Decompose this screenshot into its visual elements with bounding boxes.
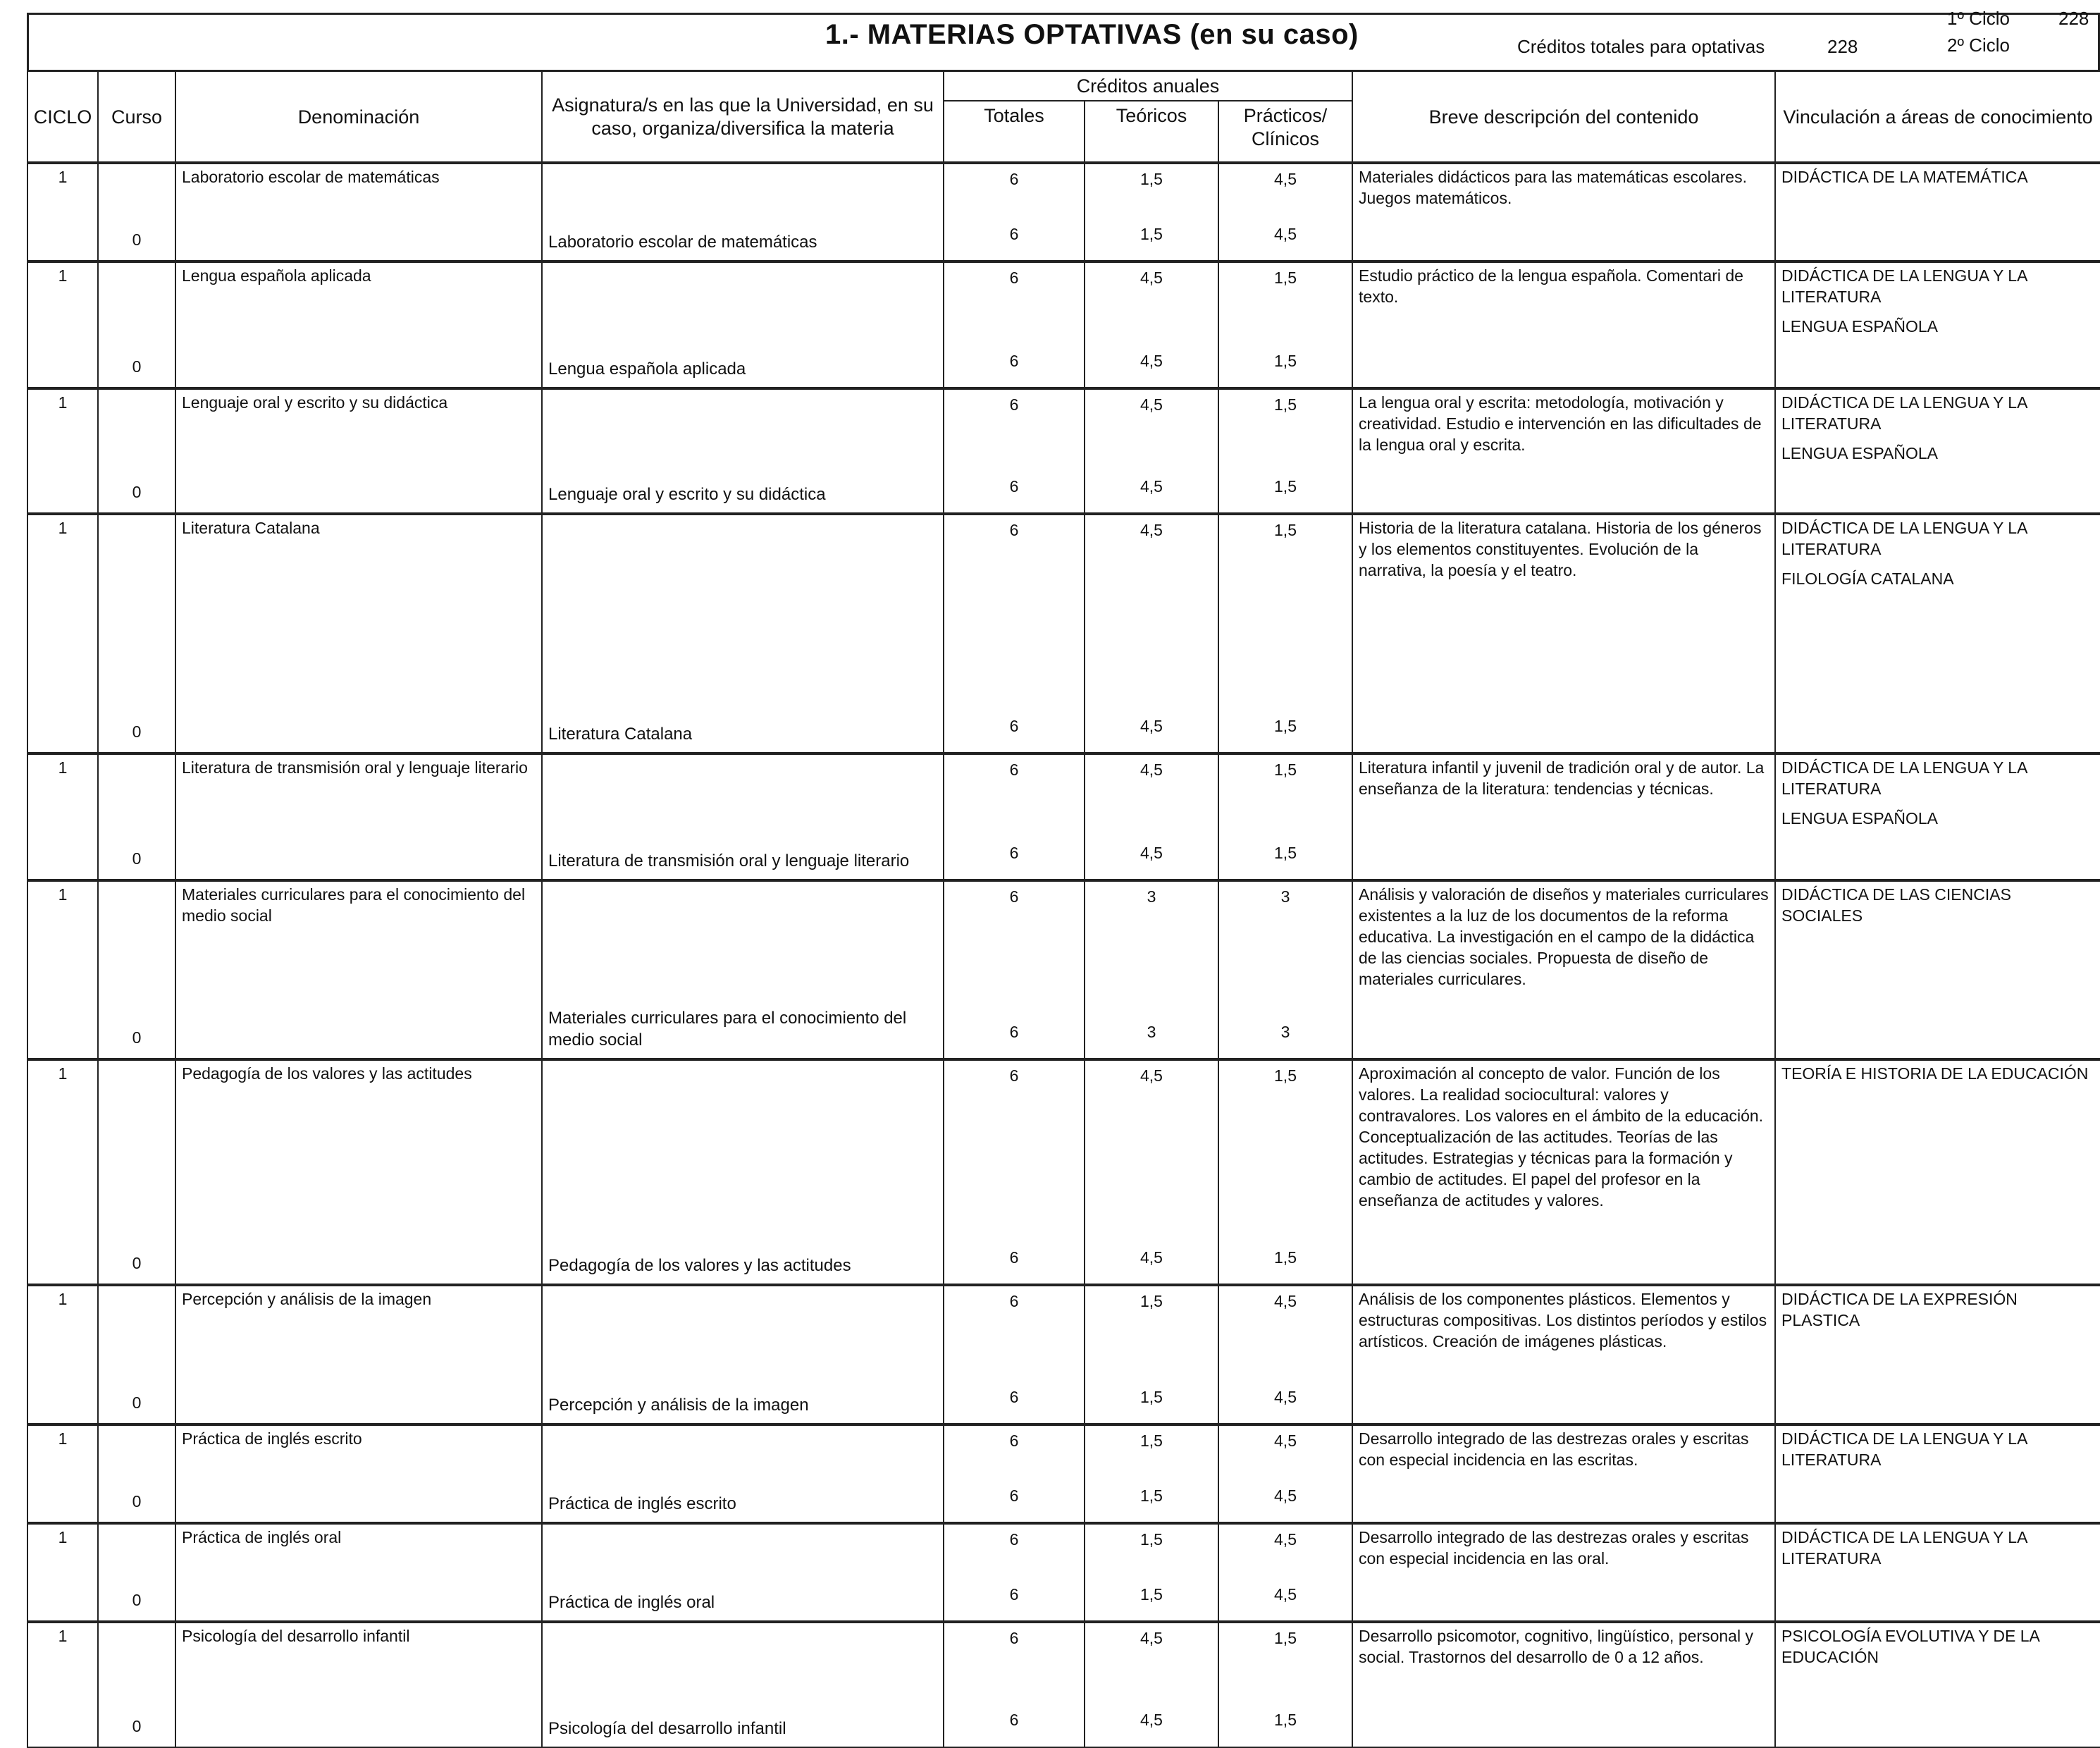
cell-curso (98, 1622, 175, 1747)
cell-denominacion (175, 261, 542, 388)
value-totales2: 6 (1009, 1711, 1019, 1730)
cell-asignatura (542, 880, 944, 1059)
cell-ciclo (27, 388, 98, 514)
cell-asignatura (542, 514, 944, 753)
cell-practicos (1218, 388, 1352, 514)
area-item: FILOLOGÍA CATALANA (1781, 570, 1954, 589)
ciclo1-label: 1º Ciclo (1947, 8, 2010, 29)
cell-ciclo (27, 1622, 98, 1747)
value-denominacion: Literatura Catalana (182, 519, 320, 538)
value-descripcion: Desarrollo integrado de las destrezas orales y escritas con especial incidencia en las escritas. (1359, 1429, 1749, 1470)
value-teoricos: 4,5 (1140, 521, 1163, 540)
cell-curso (98, 753, 175, 880)
cell-descripcion (1352, 261, 1775, 388)
area-item: PSICOLOGÍA EVOLUTIVA Y DE LA EDUCACIÓN (1781, 1627, 2039, 1667)
value-denominacion: Lenguaje oral y escrito y su didáctica (182, 393, 448, 412)
cell-vinculacion (1775, 753, 2100, 880)
area-item: DIDÁCTICA DE LA LENGUA Y LA LITERATURA (1781, 758, 2027, 799)
table-row (27, 388, 2100, 514)
value-practicos: 1,5 (1274, 761, 1297, 780)
value-curso: 0 (132, 357, 142, 376)
value-asignatura: Literatura Catalana (548, 725, 693, 744)
cell-totales (944, 1424, 1085, 1523)
cell-totales (944, 388, 1085, 514)
cell-denominacion (175, 1424, 542, 1523)
value-practicos: 1,5 (1274, 395, 1297, 414)
cell-curso (98, 1424, 175, 1523)
cell-asignatura (542, 163, 944, 261)
cell-descripcion (1352, 1523, 1775, 1622)
value-descripcion: Análisis de los componentes plásticos. Elementos y estructuras compositivas. Los distintos períodos y estilos artísticos. Creación de imágenes plásticas. (1359, 1290, 1767, 1351)
value-teoricos2: 1,5 (1140, 1487, 1163, 1506)
value-totales2: 6 (1009, 1388, 1019, 1407)
value-descripcion: La lengua oral y escrita: metodología, motivación y creatividad. Estudio e intervención en las dificultades de la lengua oral y escrita. (1359, 393, 1762, 455)
area-item: DIDÁCTICA DE LAS CIENCIAS SOCIALES (1781, 885, 2011, 925)
cell-practicos (1218, 1523, 1352, 1622)
value-practicos: 1,5 (1274, 1629, 1297, 1648)
value-curso: 0 (132, 1590, 142, 1609)
value-totales2: 6 (1009, 352, 1019, 371)
table-row (27, 514, 2100, 753)
value-practicos: 1,5 (1274, 1066, 1297, 1085)
cell-ciclo (27, 1424, 98, 1523)
value-curso: 0 (132, 230, 142, 249)
table-row (27, 1424, 2100, 1523)
value-denominacion: Laboratorio escolar de matemáticas (182, 168, 440, 187)
cell-asignatura (542, 261, 944, 388)
section-header (27, 8, 2100, 72)
table-row (27, 1059, 2100, 1285)
cell-curso (98, 388, 175, 514)
value-practicos2: 1,5 (1274, 844, 1297, 863)
optativas-table (27, 70, 2100, 1748)
value-curso: 0 (132, 1491, 142, 1510)
value-descripcion: Aproximación al concepto de valor. Función de los valores. La realidad sociocultural: valores y contravalores. Los valores en el ámbito de la educación. Conceptualización de las actitudes. Teorías de las actitudes. Estrategias y técnicas para la formación y cambio de actitudes. El papel del profesor en la enseñanza de actitudes y valores. (1359, 1064, 1764, 1210)
ciclo1-value: 228 (2058, 8, 2089, 29)
cell-teoricos (1085, 261, 1218, 388)
value-teoricos2: 1,5 (1140, 225, 1163, 244)
value-totales2: 6 (1009, 225, 1019, 244)
cell-ciclo (27, 1285, 98, 1424)
value-curso: 0 (132, 849, 142, 868)
value-teoricos: 4,5 (1140, 269, 1163, 288)
value-practicos2: 4,5 (1274, 1388, 1297, 1407)
cell-descripcion (1352, 163, 1775, 261)
cell-teoricos (1085, 880, 1218, 1059)
cell-totales (944, 261, 1085, 388)
cell-descripcion (1352, 880, 1775, 1059)
value-totales: 6 (1009, 1629, 1019, 1648)
area-item: DIDÁCTICA DE LA LENGUA Y LA LITERATURA (1781, 1429, 2027, 1470)
value-totales2: 6 (1009, 1585, 1019, 1604)
cell-teoricos (1085, 1424, 1218, 1523)
value-asignatura: Laboratorio escolar de matemáticas (548, 233, 817, 252)
value-practicos: 3 (1280, 887, 1290, 906)
cell-denominacion (175, 388, 542, 514)
value-practicos2: 4,5 (1274, 1585, 1297, 1604)
cell-teoricos (1085, 753, 1218, 880)
table-row (27, 1622, 2100, 1747)
cell-denominacion (175, 514, 542, 753)
value-ciclo: 1 (58, 1627, 68, 1646)
value-teoricos: 4,5 (1140, 1066, 1163, 1085)
value-ciclo: 1 (58, 393, 68, 412)
value-totales: 6 (1009, 1292, 1019, 1311)
cell-vinculacion (1775, 514, 2100, 753)
value-teoricos2: 4,5 (1140, 352, 1163, 371)
value-teoricos: 1,5 (1140, 170, 1163, 189)
value-totales: 6 (1009, 761, 1019, 780)
cell-practicos (1218, 753, 1352, 880)
value-teoricos2: 4,5 (1140, 1711, 1163, 1730)
value-teoricos2: 4,5 (1140, 477, 1163, 496)
col-totales: Totales (944, 101, 1085, 163)
value-ciclo: 1 (58, 168, 68, 187)
value-denominacion: Lengua española aplicada (182, 266, 371, 285)
cell-practicos (1218, 514, 1352, 753)
cell-curso (98, 261, 175, 388)
value-asignatura: Pedagogía de los valores y las actitudes (548, 1256, 851, 1276)
table-row (27, 1523, 2100, 1622)
cell-asignatura (542, 1424, 944, 1523)
value-curso: 0 (132, 1393, 142, 1412)
cell-totales (944, 1523, 1085, 1622)
area-item: LENGUA ESPAÑOLA (1781, 317, 1939, 336)
cell-descripcion (1352, 388, 1775, 514)
value-ciclo: 1 (58, 885, 68, 904)
area-item: DIDÁCTICA DE LA EXPRESIÓN PLASTICA (1781, 1290, 2018, 1330)
cell-curso (98, 1059, 175, 1285)
value-totales: 6 (1009, 887, 1019, 906)
value-practicos: 4,5 (1274, 1292, 1297, 1311)
col-teoricos: Teóricos (1085, 101, 1218, 163)
cell-denominacion (175, 1523, 542, 1622)
cell-curso (98, 1523, 175, 1622)
value-curso: 0 (132, 482, 142, 501)
col-curso: Curso (98, 71, 175, 163)
area-item: DIDÁCTICA DE LA LENGUA Y LA LITERATURA (1781, 1528, 2027, 1568)
value-denominacion: Materiales curriculares para el conocimiento del medio social (182, 885, 526, 925)
value-curso: 0 (132, 1253, 142, 1272)
value-totales2: 6 (1009, 477, 1019, 496)
value-asignatura: Práctica de inglés oral (548, 1593, 715, 1613)
cell-totales (944, 1059, 1085, 1285)
value-teoricos2: 3 (1147, 1023, 1156, 1042)
value-descripcion: Estudio práctico de la lengua española. Comentari de texto. (1359, 266, 1743, 307)
value-denominacion: Práctica de inglés escrito (182, 1429, 362, 1448)
value-ciclo: 1 (58, 1290, 68, 1309)
value-denominacion: Literatura de transmisión oral y lenguaje literario (182, 758, 528, 777)
cell-ciclo (27, 1059, 98, 1285)
cell-vinculacion (1775, 1424, 2100, 1523)
value-teoricos: 3 (1147, 887, 1156, 906)
col-vinculacion: Vinculación a áreas de conocimiento (1775, 71, 2100, 163)
col-denominacion: Denominación (175, 71, 542, 163)
cell-descripcion (1352, 514, 1775, 753)
value-curso: 0 (132, 1028, 142, 1047)
value-teoricos2: 1,5 (1140, 1585, 1163, 1604)
cell-ciclo (27, 753, 98, 880)
cell-denominacion (175, 1285, 542, 1424)
col-descripcion: Breve descripción del contenido (1352, 71, 1775, 163)
cell-teoricos (1085, 1622, 1218, 1747)
area-item: DIDÁCTICA DE LA MATEMÁTICA (1781, 168, 2028, 187)
cell-asignatura (542, 753, 944, 880)
cell-teoricos (1085, 514, 1218, 753)
cell-totales (944, 1622, 1085, 1747)
cell-practicos (1218, 1424, 1352, 1523)
cell-teoricos (1085, 1059, 1218, 1285)
value-teoricos2: 1,5 (1140, 1388, 1163, 1407)
value-asignatura: Psicología del desarrollo infantil (548, 1719, 786, 1739)
cell-vinculacion (1775, 163, 2100, 261)
ciclo2-label: 2º Ciclo (1947, 35, 2010, 56)
cell-denominacion (175, 1059, 542, 1285)
value-ciclo: 1 (58, 519, 68, 538)
cell-asignatura (542, 1523, 944, 1622)
value-totales: 6 (1009, 1432, 1019, 1451)
cell-totales (944, 514, 1085, 753)
value-totales: 6 (1009, 170, 1019, 189)
cell-descripcion (1352, 1424, 1775, 1523)
value-practicos2: 1,5 (1274, 1248, 1297, 1267)
cell-practicos (1218, 1285, 1352, 1424)
value-ciclo: 1 (58, 266, 68, 285)
value-teoricos2: 4,5 (1140, 1248, 1163, 1267)
value-descripcion: Desarrollo integrado de las destrezas orales y escritas con especial incidencia en las oral. (1359, 1528, 1749, 1568)
cell-ciclo (27, 1523, 98, 1622)
cell-descripcion (1352, 1622, 1775, 1747)
value-curso: 0 (132, 1716, 142, 1735)
value-practicos2: 1,5 (1274, 477, 1297, 496)
value-totales2: 6 (1009, 1487, 1019, 1506)
value-totales: 6 (1009, 521, 1019, 540)
value-descripcion: Desarrollo psicomotor, cognitivo, lingüístico, personal y social. Trastornos del desarrollo de 0 a 12 años. (1359, 1627, 1753, 1667)
cell-asignatura (542, 1622, 944, 1747)
cell-practicos (1218, 163, 1352, 261)
value-practicos: 1,5 (1274, 269, 1297, 288)
value-ciclo: 1 (58, 1064, 68, 1083)
cell-vinculacion (1775, 1059, 2100, 1285)
cell-practicos (1218, 261, 1352, 388)
area-item: LENGUA ESPAÑOLA (1781, 444, 1939, 463)
area-item: DIDÁCTICA DE LA LENGUA Y LA LITERATURA (1781, 393, 2027, 433)
cell-totales (944, 880, 1085, 1059)
value-teoricos2: 4,5 (1140, 844, 1163, 863)
col-ciclo: CICLO (27, 71, 98, 163)
cell-denominacion (175, 880, 542, 1059)
cell-vinculacion (1775, 388, 2100, 514)
cell-asignatura (542, 1285, 944, 1424)
cell-vinculacion (1775, 261, 2100, 388)
cell-totales (944, 1285, 1085, 1424)
cell-teoricos (1085, 163, 1218, 261)
value-practicos2: 4,5 (1274, 225, 1297, 244)
value-totales2: 6 (1009, 844, 1019, 863)
value-practicos: 1,5 (1274, 521, 1297, 540)
col-creditos-anuales: Créditos anuales (944, 71, 1352, 101)
cell-descripcion (1352, 1285, 1775, 1424)
value-asignatura: Materiales curriculares para el conocimiento del medio social (548, 1009, 907, 1050)
cell-vinculacion (1775, 880, 2100, 1059)
table-row (27, 163, 2100, 261)
value-ciclo: 1 (58, 758, 68, 777)
value-totales: 6 (1009, 1530, 1019, 1549)
cell-curso (98, 163, 175, 261)
cell-ciclo (27, 880, 98, 1059)
value-practicos2: 1,5 (1274, 717, 1297, 736)
cell-denominacion (175, 163, 542, 261)
table-row (27, 261, 2100, 388)
area-item: LENGUA ESPAÑOLA (1781, 809, 1939, 828)
value-asignatura: Lenguaje oral y escrito y su didáctica (548, 485, 826, 505)
table-row (27, 753, 2100, 880)
value-denominacion: Práctica de inglés oral (182, 1528, 342, 1547)
value-practicos2: 4,5 (1274, 1487, 1297, 1506)
col-asignaturas: Asignatura/s en las que la Universidad, en su caso, organiza/diversifica la materia (542, 71, 944, 163)
table-row (27, 1285, 2100, 1424)
area-item: TEORÍA E HISTORIA DE LA EDUCACIÓN (1781, 1064, 2089, 1083)
col-practicos: Prácticos/ Clínicos (1218, 101, 1352, 163)
cell-teoricos (1085, 1523, 1218, 1622)
area-item: DIDÁCTICA DE LA LENGUA Y LA LITERATURA (1781, 519, 2027, 559)
cell-asignatura (542, 388, 944, 514)
value-denominacion: Psicología del desarrollo infantil (182, 1627, 410, 1646)
value-totales: 6 (1009, 269, 1019, 288)
value-practicos: 4,5 (1274, 1530, 1297, 1549)
value-totales2: 6 (1009, 1248, 1019, 1267)
value-teoricos: 4,5 (1140, 395, 1163, 414)
value-descripcion: Literatura infantil y juvenil de tradición oral y de autor. La enseñanza de la literatura: tendencias y técnicas. (1359, 758, 1765, 799)
value-practicos2: 1,5 (1274, 1711, 1297, 1730)
credits-total-value: 228 (1827, 36, 1858, 57)
value-teoricos: 1,5 (1140, 1530, 1163, 1549)
value-denominacion: Percepción y análisis de la imagen (182, 1290, 432, 1309)
cell-descripcion (1352, 1059, 1775, 1285)
value-totales: 6 (1009, 1066, 1019, 1085)
cell-teoricos (1085, 388, 1218, 514)
value-teoricos2: 4,5 (1140, 717, 1163, 736)
table-row (27, 880, 2100, 1059)
table-body (27, 163, 2100, 1747)
value-teoricos: 1,5 (1140, 1432, 1163, 1451)
value-teoricos: 4,5 (1140, 761, 1163, 780)
cell-ciclo (27, 514, 98, 753)
value-asignatura: Literatura de transmisión oral y lenguaje literario (548, 851, 910, 871)
area-item: DIDÁCTICA DE LA LENGUA Y LA LITERATURA (1781, 266, 2027, 307)
value-totales: 6 (1009, 395, 1019, 414)
value-practicos: 4,5 (1274, 1432, 1297, 1451)
cell-vinculacion (1775, 1622, 2100, 1747)
cell-denominacion (175, 753, 542, 880)
value-teoricos: 4,5 (1140, 1629, 1163, 1648)
cell-curso (98, 880, 175, 1059)
cell-vinculacion (1775, 1523, 2100, 1622)
cell-practicos (1218, 880, 1352, 1059)
cell-totales (944, 163, 1085, 261)
value-descripcion: Materiales didácticos para las matemáticas escolares. Juegos matemáticos. (1359, 168, 1747, 208)
value-teoricos: 1,5 (1140, 1292, 1163, 1311)
value-curso: 0 (132, 722, 142, 741)
cell-descripcion (1352, 753, 1775, 880)
cell-denominacion (175, 1622, 542, 1747)
cell-practicos (1218, 1622, 1352, 1747)
value-descripcion: Análisis y valoración de diseños y materiales curriculares existentes a la luz de los documentos de la reforma educativa. La investigación en el campo de la didáctica de las ciencias sociales. Propuesta de diseño de materiales curriculares. (1359, 885, 1769, 988)
cell-curso (98, 514, 175, 753)
section-title: 1.- MATERIAS OPTATIVAS (en su caso) (825, 19, 1359, 50)
cell-practicos (1218, 1059, 1352, 1285)
cell-ciclo (27, 261, 98, 388)
value-denominacion: Pedagogía de los valores y las actitudes (182, 1064, 472, 1083)
value-asignatura: Percepción y análisis de la imagen (548, 1396, 809, 1415)
value-practicos: 4,5 (1274, 170, 1297, 189)
value-totales2: 6 (1009, 1023, 1019, 1042)
value-ciclo: 1 (58, 1429, 68, 1448)
value-practicos2: 3 (1280, 1023, 1290, 1042)
cell-ciclo (27, 163, 98, 261)
value-asignatura: Lengua española aplicada (548, 359, 746, 379)
credits-total-label: Créditos totales para optativas (1517, 36, 1765, 57)
value-totales2: 6 (1009, 717, 1019, 736)
cell-asignatura (542, 1059, 944, 1285)
value-practicos2: 1,5 (1274, 352, 1297, 371)
cell-teoricos (1085, 1285, 1218, 1424)
cell-totales (944, 753, 1085, 880)
cell-vinculacion (1775, 1285, 2100, 1424)
value-ciclo: 1 (58, 1528, 68, 1547)
value-descripcion: Historia de la literatura catalana. Historia de los géneros y los elementos constituyentes. Evolución de la narrativa, la poesía y el teatro. (1359, 519, 1762, 580)
value-asignatura: Práctica de inglés escrito (548, 1494, 736, 1514)
cell-curso (98, 1285, 175, 1424)
